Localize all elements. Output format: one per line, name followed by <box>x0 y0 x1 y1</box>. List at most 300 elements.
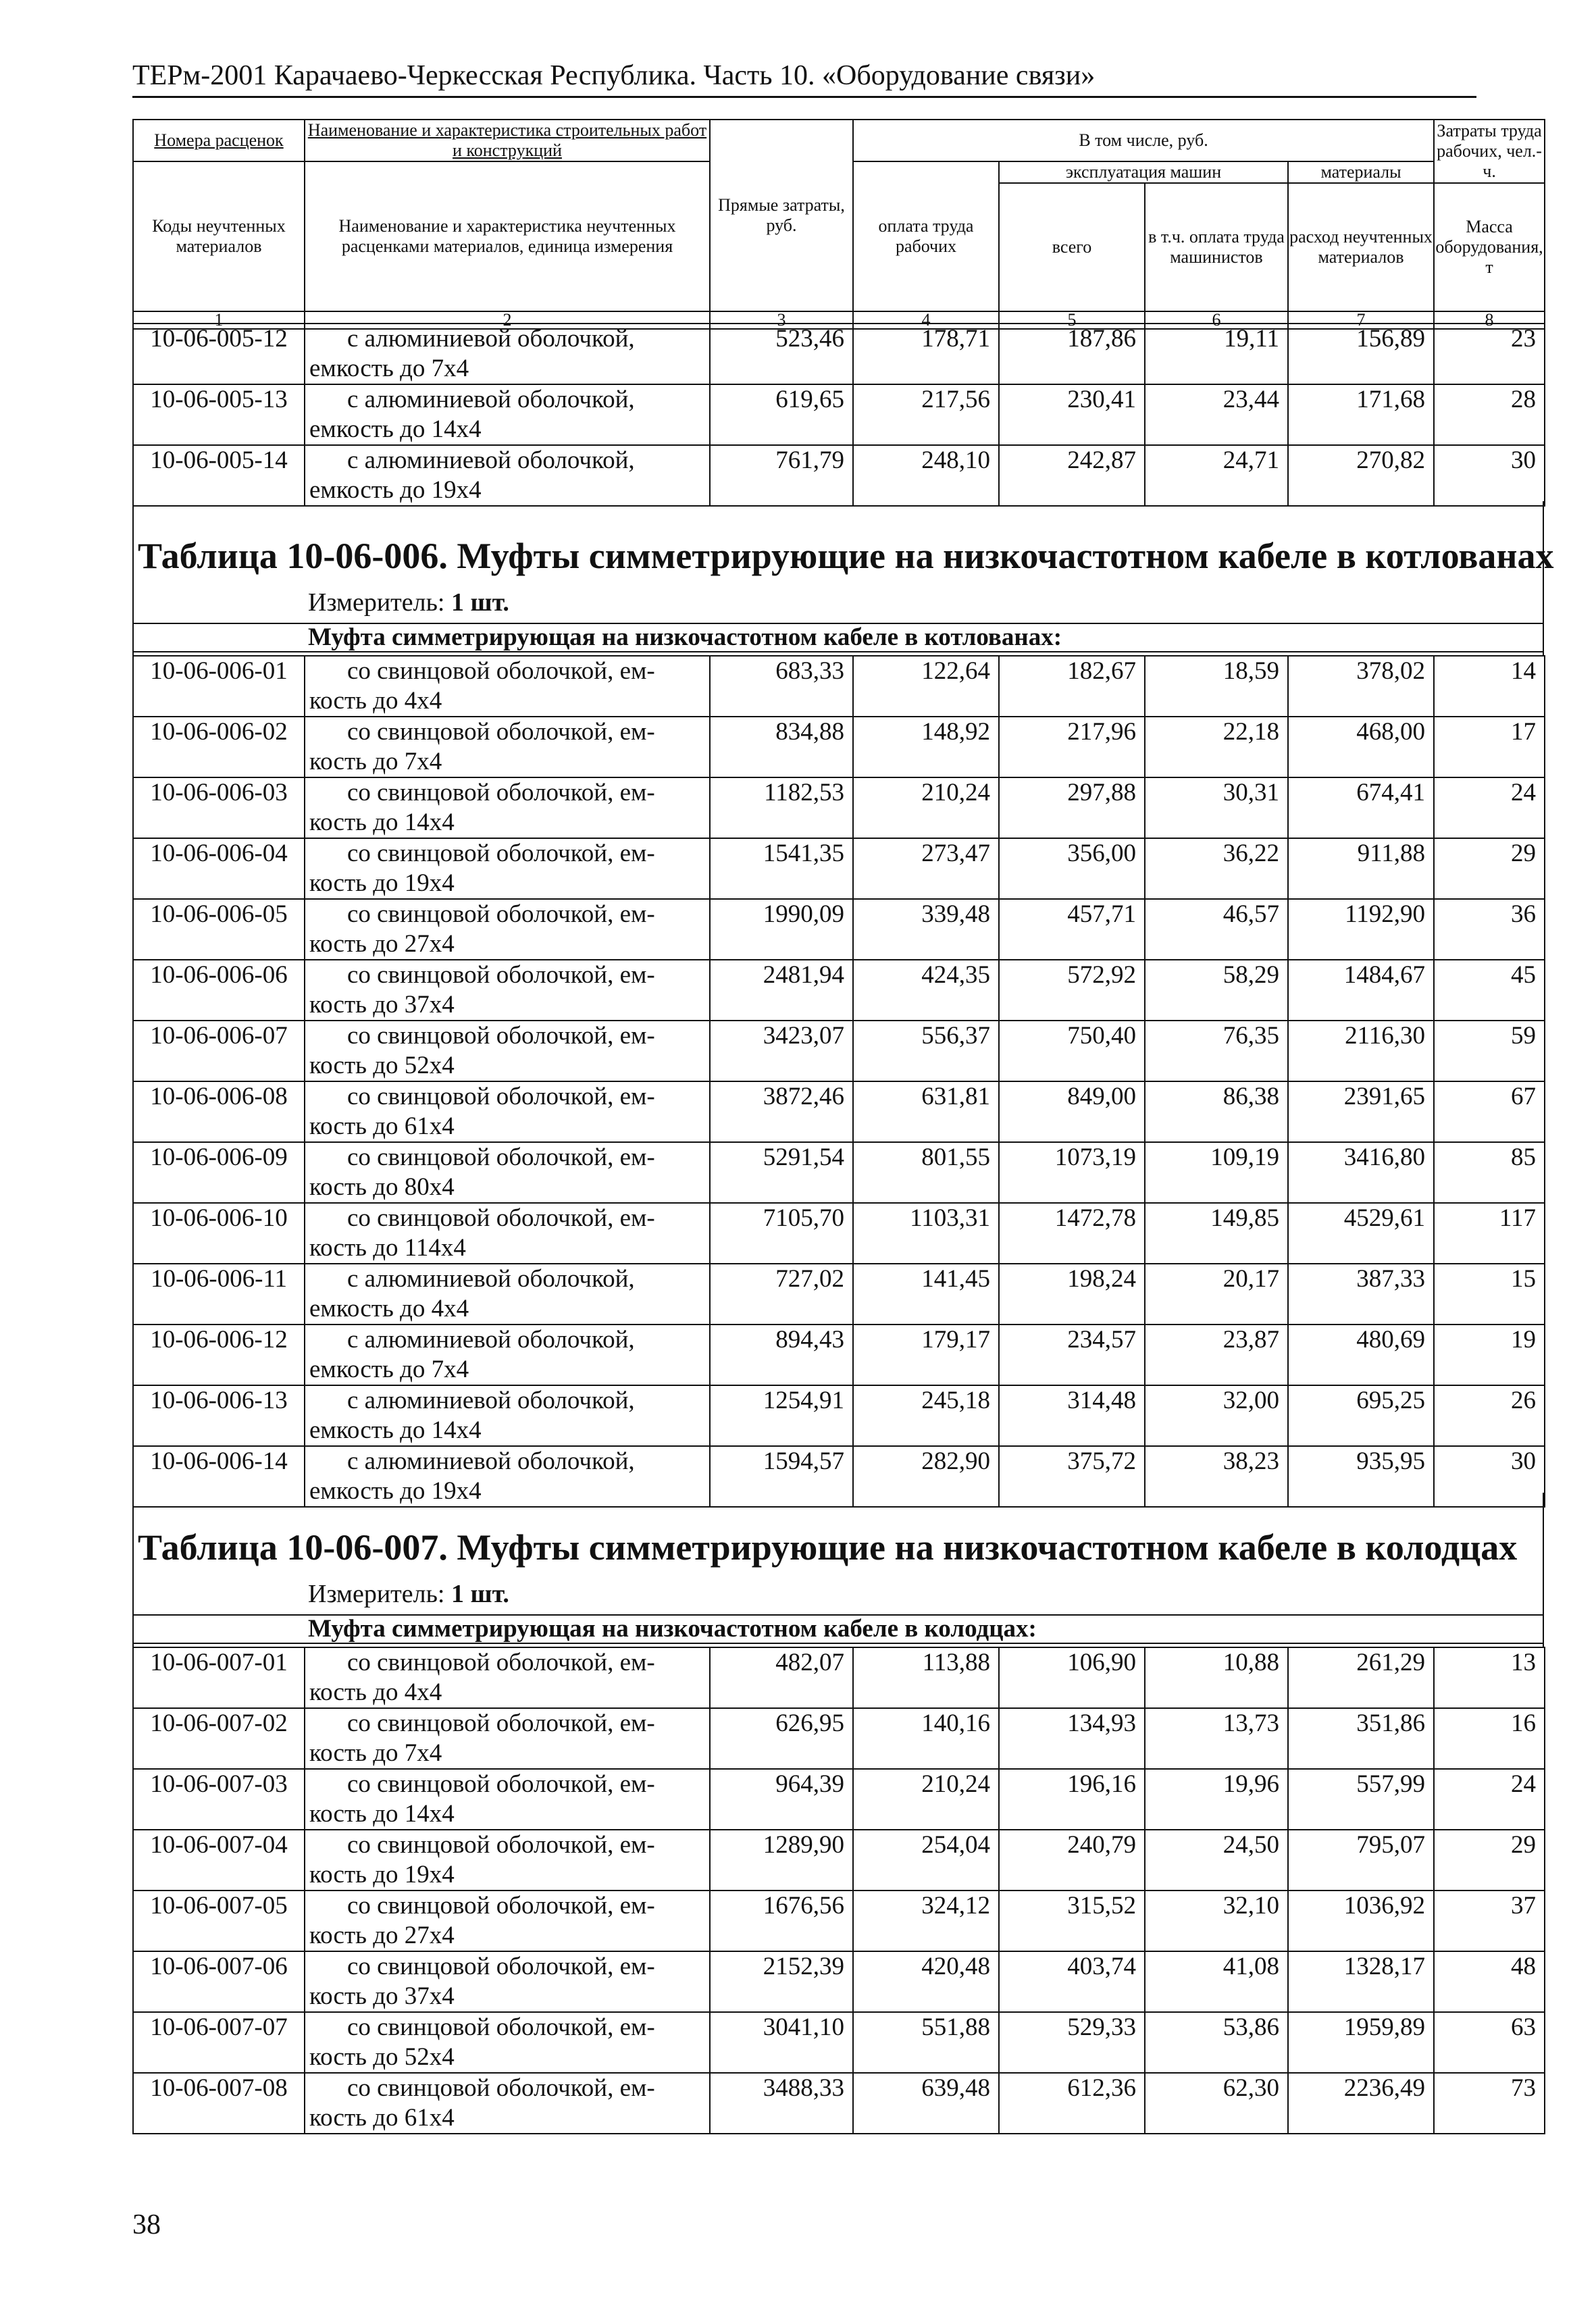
column-header-table <box>132 119 1545 330</box>
direct-costs: 2152,39 <box>710 1951 853 2012</box>
labor-hours: 23 <box>1434 324 1545 384</box>
description-line-2: кость до 19х4 <box>309 869 455 897</box>
table-10-06-007 <box>132 1647 1545 2134</box>
rate-code: 10-06-006-10 <box>133 1203 305 1264</box>
materials-cost: 480,69 <box>1288 1325 1434 1385</box>
machine-total: 217,96 <box>999 717 1145 777</box>
materials-cost: 795,07 <box>1288 1830 1434 1891</box>
description-line-1: с алюминиевой оболочкой, <box>347 446 635 474</box>
direct-costs: 964,39 <box>710 1769 853 1830</box>
labor-pay: 424,35 <box>853 960 999 1021</box>
description-line-2: кость до 80х4 <box>309 1173 455 1201</box>
rate-code: 10-06-005-13 <box>133 384 305 445</box>
labor-hours: 24 <box>1434 1769 1545 1830</box>
materials-cost: 2116,30 <box>1288 1021 1434 1081</box>
work-description <box>305 1264 710 1325</box>
description-line-2: кость до 52х4 <box>309 2043 455 2071</box>
rate-code: 10-06-006-14 <box>133 1446 305 1507</box>
col-numbers-header: Номера расценок <box>133 120 305 161</box>
machine-total: 1472,78 <box>999 1203 1145 1264</box>
machinist-pay: 38,23 <box>1145 1446 1288 1507</box>
table-row <box>133 838 1545 899</box>
direct-costs: 3872,46 <box>710 1081 853 1142</box>
work-description <box>305 1708 710 1769</box>
materials-cost: 557,99 <box>1288 1769 1434 1830</box>
labor-pay: 1103,31 <box>853 1203 999 1264</box>
machine-total: 297,88 <box>999 777 1145 838</box>
description-line-1: со свинцовой оболочкой, ем- <box>347 1953 655 1980</box>
labor-pay: 245,18 <box>853 1385 999 1446</box>
materials-cost: 1484,67 <box>1288 960 1434 1021</box>
labor-pay: 639,48 <box>853 2073 999 2134</box>
machine-total: 572,92 <box>999 960 1145 1021</box>
machinist-pay: 109,19 <box>1145 1142 1288 1203</box>
col-index-5: 5 <box>999 311 1145 329</box>
table-10-06-006-heading <box>132 501 1554 657</box>
table-row <box>133 1264 1545 1325</box>
labor-hours: 13 <box>1434 1647 1545 1708</box>
description-line-1: с алюминиевой оболочкой, <box>347 1326 635 1354</box>
description-line-1: со свинцовой оболочкой, ем- <box>347 657 655 685</box>
labor-hours: 48 <box>1434 1951 1545 2012</box>
machinist-pay: 58,29 <box>1145 960 1288 1021</box>
labor-hours: 37 <box>1434 1891 1545 1951</box>
machinist-pay: 62,30 <box>1145 2073 1288 2134</box>
labor-pay: 217,56 <box>853 384 999 445</box>
description-line-1: со свинцовой оболочкой, ем- <box>347 1204 655 1232</box>
table-row <box>133 1891 1545 1951</box>
machine-total: 849,00 <box>999 1081 1145 1142</box>
description-line-2: кость до 52х4 <box>309 1052 455 1079</box>
col-index-1: 1 <box>133 311 305 329</box>
table-row <box>133 1647 1545 1708</box>
description-line-2: кость до 61х4 <box>309 2104 455 2132</box>
table-row <box>133 1830 1545 1891</box>
work-description <box>305 1951 710 2012</box>
machine-total: 375,72 <box>999 1446 1145 1507</box>
machinist-pay: 46,57 <box>1145 899 1288 960</box>
machine-total: 529,33 <box>999 2012 1145 2073</box>
materials-cost: 4529,61 <box>1288 1203 1434 1264</box>
rate-code: 10-06-007-01 <box>133 1647 305 1708</box>
rate-code: 10-06-007-03 <box>133 1769 305 1830</box>
machinist-pay: 24,71 <box>1145 445 1288 506</box>
materials-cost: 1192,90 <box>1288 899 1434 960</box>
direct-costs: 727,02 <box>710 1264 853 1325</box>
table-row <box>133 1142 1545 1203</box>
rate-code: 10-06-007-06 <box>133 1951 305 2012</box>
direct-costs: 683,33 <box>710 656 853 717</box>
machinist-pay: 53,86 <box>1145 2012 1288 2073</box>
direct-costs: 626,95 <box>710 1708 853 1769</box>
rate-code: 10-06-006-08 <box>133 1081 305 1142</box>
labor-hours: 85 <box>1434 1142 1545 1203</box>
col-materials-header: материалы <box>1288 161 1434 183</box>
description-line-2: кость до 27х4 <box>309 930 455 958</box>
labor-hours: 29 <box>1434 1830 1545 1891</box>
work-description <box>305 1769 710 1830</box>
description-line-1: с алюминиевой оболочкой, <box>347 1265 635 1293</box>
description-line-1: со свинцовой оболочкой, ем- <box>347 2074 655 2102</box>
labor-pay: 248,10 <box>853 445 999 506</box>
machine-total: 750,40 <box>999 1021 1145 1081</box>
col-index-7: 7 <box>1288 311 1434 329</box>
materials-cost: 1959,89 <box>1288 2012 1434 2073</box>
col-name-header: Наименование и характеристика строительных работ и конструкций <box>305 120 710 161</box>
materials-cost: 156,89 <box>1288 324 1434 384</box>
materials-cost: 1328,17 <box>1288 1951 1434 2012</box>
rate-code: 10-06-006-06 <box>133 960 305 1021</box>
machinist-pay: 23,44 <box>1145 384 1288 445</box>
labor-pay: 631,81 <box>853 1081 999 1142</box>
machine-total: 612,36 <box>999 2073 1145 2134</box>
table-10-06-007-heading <box>132 1493 1544 1648</box>
description-line-2: емкость до 19х4 <box>309 1477 482 1505</box>
materials-cost: 935,95 <box>1288 1446 1434 1507</box>
work-description <box>305 2073 710 2134</box>
materials-cost: 270,82 <box>1288 445 1434 506</box>
machinist-pay: 30,31 <box>1145 777 1288 838</box>
machinist-pay: 76,35 <box>1145 1021 1288 1081</box>
machine-total: 187,86 <box>999 324 1145 384</box>
description-line-1: со свинцовой оболочкой, ем- <box>347 1083 655 1110</box>
description-line-1: со свинцовой оболочкой, ем- <box>347 961 655 989</box>
rate-code: 10-06-006-02 <box>133 717 305 777</box>
rate-code: 10-06-006-05 <box>133 899 305 960</box>
labor-pay: 339,48 <box>853 899 999 960</box>
labor-pay: 210,24 <box>853 777 999 838</box>
description-line-2: кость до 7х4 <box>309 1739 442 1767</box>
description-line-1: со свинцовой оболочкой, ем- <box>347 718 655 746</box>
labor-hours: 15 <box>1434 1264 1545 1325</box>
labor-hours: 24 <box>1434 777 1545 838</box>
labor-hours: 28 <box>1434 384 1545 445</box>
rate-code: 10-06-006-12 <box>133 1325 305 1385</box>
labor-hours: 45 <box>1434 960 1545 1021</box>
materials-cost: 378,02 <box>1288 656 1434 717</box>
description-line-2: кость до 37х4 <box>309 1982 455 2010</box>
machine-total: 457,71 <box>999 899 1145 960</box>
machine-total: 240,79 <box>999 1830 1145 1891</box>
description-line-2: кость до 37х4 <box>309 991 455 1019</box>
machinist-pay: 18,59 <box>1145 656 1288 717</box>
table-row <box>133 1708 1545 1769</box>
machinist-pay: 36,22 <box>1145 838 1288 899</box>
unit-value: 1 шт. <box>451 1580 509 1608</box>
table-row <box>133 1203 1545 1264</box>
work-description <box>305 2012 710 2073</box>
col-unaccounted-header: расход неучтенных материалов <box>1288 183 1434 311</box>
materials-cost: 695,25 <box>1288 1385 1434 1446</box>
table-10-06-006 <box>132 655 1545 1508</box>
machine-total: 234,57 <box>999 1325 1145 1385</box>
labor-pay: 122,64 <box>853 656 999 717</box>
rate-code: 10-06-006-03 <box>133 777 305 838</box>
direct-costs: 894,43 <box>710 1325 853 1385</box>
machine-total: 198,24 <box>999 1264 1145 1325</box>
machinist-pay: 24,50 <box>1145 1830 1288 1891</box>
labor-pay: 273,47 <box>853 838 999 899</box>
work-description <box>305 1081 710 1142</box>
direct-costs: 3041,10 <box>710 2012 853 2073</box>
work-description <box>305 1021 710 1081</box>
col-including-header: В том числе, руб. <box>853 120 1434 161</box>
table-row <box>133 777 1545 838</box>
machine-total: 106,90 <box>999 1647 1145 1708</box>
rate-code: 10-06-007-02 <box>133 1708 305 1769</box>
machinist-pay: 32,00 <box>1145 1385 1288 1446</box>
table-row <box>133 1081 1545 1142</box>
rate-code: 10-06-005-14 <box>133 445 305 506</box>
description-line-1: с алюминиевой оболочкой, <box>347 325 635 353</box>
machinist-pay: 41,08 <box>1145 1951 1288 2012</box>
rate-code: 10-06-005-12 <box>133 324 305 384</box>
work-description <box>305 1647 710 1708</box>
work-description <box>305 838 710 899</box>
labor-pay: 141,45 <box>853 1264 999 1325</box>
labor-hours: 36 <box>1434 899 1545 960</box>
col-labor-pay-header: оплата труда рабочих <box>853 161 999 311</box>
machine-total: 356,00 <box>999 838 1145 899</box>
page-number: 38 <box>132 2209 161 2240</box>
top-rows-table <box>132 323 1545 507</box>
unit-label: Измеритель: <box>308 1580 445 1608</box>
table-row <box>133 1385 1545 1446</box>
description-line-1: со свинцовой оболочкой, ем- <box>347 1892 655 1920</box>
rate-code: 10-06-006-04 <box>133 838 305 899</box>
col-index-4: 4 <box>853 311 999 329</box>
description-line-2: кость до 14х4 <box>309 1800 455 1828</box>
direct-costs: 1594,57 <box>710 1446 853 1507</box>
direct-costs: 1289,90 <box>710 1830 853 1891</box>
materials-cost: 2236,49 <box>1288 2073 1434 2134</box>
materials-cost: 2391,65 <box>1288 1081 1434 1142</box>
rate-code: 10-06-006-01 <box>133 656 305 717</box>
section-subhead: Муфта симметрирующая на низкочастотном кабеле в котлованах: <box>134 623 1543 652</box>
description-line-2: емкость до 19х4 <box>309 476 482 504</box>
work-description <box>305 1830 710 1891</box>
table-row <box>133 899 1545 960</box>
col-index-3: 3 <box>710 311 853 329</box>
section-title: Таблица 10-06-007. Муфты симметрирующие на низкочастотном кабеле в колодцах <box>138 1527 1518 1568</box>
col-index-6: 6 <box>1145 311 1288 329</box>
description-line-2: кость до 27х4 <box>309 1922 455 1949</box>
direct-costs: 834,88 <box>710 717 853 777</box>
machine-total: 403,74 <box>999 1951 1145 2012</box>
machinist-pay: 86,38 <box>1145 1081 1288 1142</box>
description-line-2: емкость до 14х4 <box>309 1416 482 1444</box>
materials-cost: 674,41 <box>1288 777 1434 838</box>
table-row <box>133 1325 1545 1385</box>
description-line-1: со свинцовой оболочкой, ем- <box>347 900 655 928</box>
labor-pay: 113,88 <box>853 1647 999 1708</box>
description-line-1: со свинцовой оболочкой, ем- <box>347 840 655 867</box>
machinist-pay: 149,85 <box>1145 1203 1288 1264</box>
description-line-2: емкость до 4х4 <box>309 1295 469 1322</box>
table-row <box>133 1951 1545 2012</box>
labor-pay: 210,24 <box>853 1769 999 1830</box>
rate-code: 10-06-006-11 <box>133 1264 305 1325</box>
description-line-1: с алюминиевой оболочкой, <box>347 1447 635 1475</box>
description-line-2: емкость до 7х4 <box>309 355 469 382</box>
machinist-pay: 19,96 <box>1145 1769 1288 1830</box>
labor-hours: 30 <box>1434 1446 1545 1507</box>
description-line-2: кость до 4х4 <box>309 1678 442 1706</box>
rate-code: 10-06-007-05 <box>133 1891 305 1951</box>
rate-code: 10-06-006-07 <box>133 1021 305 1081</box>
col-index-8: 8 <box>1434 311 1545 329</box>
col-labor-costs-header: Затраты труда рабочих, чел.-ч. <box>1434 120 1545 183</box>
description-line-1: со свинцовой оболочкой, ем- <box>347 2013 655 2041</box>
direct-costs: 1990,09 <box>710 899 853 960</box>
machinist-pay: 19,11 <box>1145 324 1288 384</box>
direct-costs: 2481,94 <box>710 960 853 1021</box>
description-line-1: со свинцовой оболочкой, ем- <box>347 1143 655 1171</box>
col-total-header: всего <box>999 183 1145 311</box>
labor-hours: 26 <box>1434 1385 1545 1446</box>
machine-total: 242,87 <box>999 445 1145 506</box>
rate-code: 10-06-007-07 <box>133 2012 305 2073</box>
unit-label: Измеритель: <box>308 588 445 617</box>
col-equip-mass-header: Масса оборудования, т <box>1434 183 1545 311</box>
col-direct-costs-header: Прямые затраты, руб. <box>710 120 853 311</box>
work-description <box>305 1142 710 1203</box>
direct-costs: 5291,54 <box>710 1142 853 1203</box>
work-description <box>305 656 710 717</box>
materials-cost: 351,86 <box>1288 1708 1434 1769</box>
work-description <box>305 1385 710 1446</box>
rate-code: 10-06-007-08 <box>133 2073 305 2134</box>
description-line-2: емкость до 14х4 <box>309 415 482 443</box>
machine-total: 1073,19 <box>999 1142 1145 1203</box>
description-line-1: со свинцовой оболочкой, ем- <box>347 779 655 806</box>
table-row <box>133 656 1545 717</box>
machine-total: 196,16 <box>999 1769 1145 1830</box>
direct-costs: 7105,70 <box>710 1203 853 1264</box>
description-line-2: кость до 7х4 <box>309 748 442 775</box>
section-title: Таблица 10-06-006. Муфты симметрирующие на низкочастотном кабеле в котлованах <box>138 536 1554 576</box>
direct-costs: 619,65 <box>710 384 853 445</box>
materials-cost: 911,88 <box>1288 838 1434 899</box>
table-row <box>133 445 1545 506</box>
materials-cost: 1036,92 <box>1288 1891 1434 1951</box>
labor-pay: 801,55 <box>853 1142 999 1203</box>
direct-costs: 1182,53 <box>710 777 853 838</box>
work-description <box>305 445 710 506</box>
labor-hours: 19 <box>1434 1325 1545 1385</box>
col-codes-header: Коды неучтенных материалов <box>133 161 305 311</box>
description-line-1: со свинцовой оболочкой, ем- <box>347 1709 655 1737</box>
machine-total: 134,93 <box>999 1708 1145 1769</box>
machinist-pay: 32,10 <box>1145 1891 1288 1951</box>
labor-hours: 67 <box>1434 1081 1545 1142</box>
description-line-2: емкость до 7х4 <box>309 1356 469 1383</box>
page-header-title: ТЕРм-2001 Карачаево-Черкесская Республика. Часть 10. «Оборудование связи» <box>132 60 1096 91</box>
machine-total: 230,41 <box>999 384 1145 445</box>
labor-hours: 29 <box>1434 838 1545 899</box>
work-description <box>305 1203 710 1264</box>
labor-pay: 148,92 <box>853 717 999 777</box>
table-row <box>133 2073 1545 2134</box>
labor-pay: 420,48 <box>853 1951 999 2012</box>
col-index-2: 2 <box>305 311 710 329</box>
labor-pay: 178,71 <box>853 324 999 384</box>
labor-pay: 324,12 <box>853 1891 999 1951</box>
description-line-2: кость до 61х4 <box>309 1112 455 1140</box>
machinist-pay: 23,87 <box>1145 1325 1288 1385</box>
materials-cost: 171,68 <box>1288 384 1434 445</box>
work-description <box>305 1891 710 1951</box>
labor-hours: 14 <box>1434 656 1545 717</box>
labor-hours: 73 <box>1434 2073 1545 2134</box>
machinist-pay: 20,17 <box>1145 1264 1288 1325</box>
description-line-1: со свинцовой оболочкой, ем- <box>347 1649 655 1676</box>
materials-cost: 468,00 <box>1288 717 1434 777</box>
direct-costs: 3423,07 <box>710 1021 853 1081</box>
table-row <box>133 384 1545 445</box>
direct-costs: 523,46 <box>710 324 853 384</box>
direct-costs: 1676,56 <box>710 1891 853 1951</box>
machinist-pay: 22,18 <box>1145 717 1288 777</box>
table-row <box>133 324 1545 384</box>
direct-costs: 761,79 <box>710 445 853 506</box>
table-row <box>133 1769 1545 1830</box>
rate-code: 10-06-007-04 <box>133 1830 305 1891</box>
unit-value: 1 шт. <box>451 588 509 617</box>
labor-pay: 556,37 <box>853 1021 999 1081</box>
labor-pay: 551,88 <box>853 2012 999 2073</box>
direct-costs: 482,07 <box>710 1647 853 1708</box>
labor-pay: 140,16 <box>853 1708 999 1769</box>
work-description <box>305 777 710 838</box>
table-row <box>133 1021 1545 1081</box>
labor-hours: 63 <box>1434 2012 1545 2073</box>
machinist-pay: 13,73 <box>1145 1708 1288 1769</box>
description-line-1: со свинцовой оболочкой, ем- <box>347 1770 655 1798</box>
direct-costs: 3488,33 <box>710 2073 853 2134</box>
description-line-2: кость до 14х4 <box>309 808 455 836</box>
table-row <box>133 717 1545 777</box>
rate-code: 10-06-006-13 <box>133 1385 305 1446</box>
work-description <box>305 899 710 960</box>
direct-costs: 1541,35 <box>710 838 853 899</box>
labor-hours: 59 <box>1434 1021 1545 1081</box>
work-description <box>305 717 710 777</box>
unit-line <box>308 1579 509 1609</box>
description-line-2: кость до 4х4 <box>309 687 442 715</box>
work-description <box>305 384 710 445</box>
materials-cost: 387,33 <box>1288 1264 1434 1325</box>
description-line-1: со свинцовой оболочкой, ем- <box>347 1831 655 1859</box>
unit-line <box>308 588 509 617</box>
labor-hours: 16 <box>1434 1708 1545 1769</box>
description-line-2: кость до 19х4 <box>309 1861 455 1888</box>
rate-code: 10-06-006-09 <box>133 1142 305 1203</box>
direct-costs: 1254,91 <box>710 1385 853 1446</box>
labor-hours: 117 <box>1434 1203 1545 1264</box>
machine-total: 314,48 <box>999 1385 1145 1446</box>
table-row <box>133 2012 1545 2073</box>
page-header <box>132 55 1476 98</box>
description-line-1: со свинцовой оболочкой, ем- <box>347 1022 655 1050</box>
section-subhead: Муфта симметрирующая на низкочастотном кабеле в колодцах: <box>134 1614 1543 1644</box>
machine-total: 182,67 <box>999 656 1145 717</box>
labor-hours: 17 <box>1434 717 1545 777</box>
description-line-2: кость до 114х4 <box>309 1234 466 1262</box>
work-description <box>305 324 710 384</box>
machine-total: 315,52 <box>999 1891 1145 1951</box>
materials-cost: 3416,80 <box>1288 1142 1434 1203</box>
